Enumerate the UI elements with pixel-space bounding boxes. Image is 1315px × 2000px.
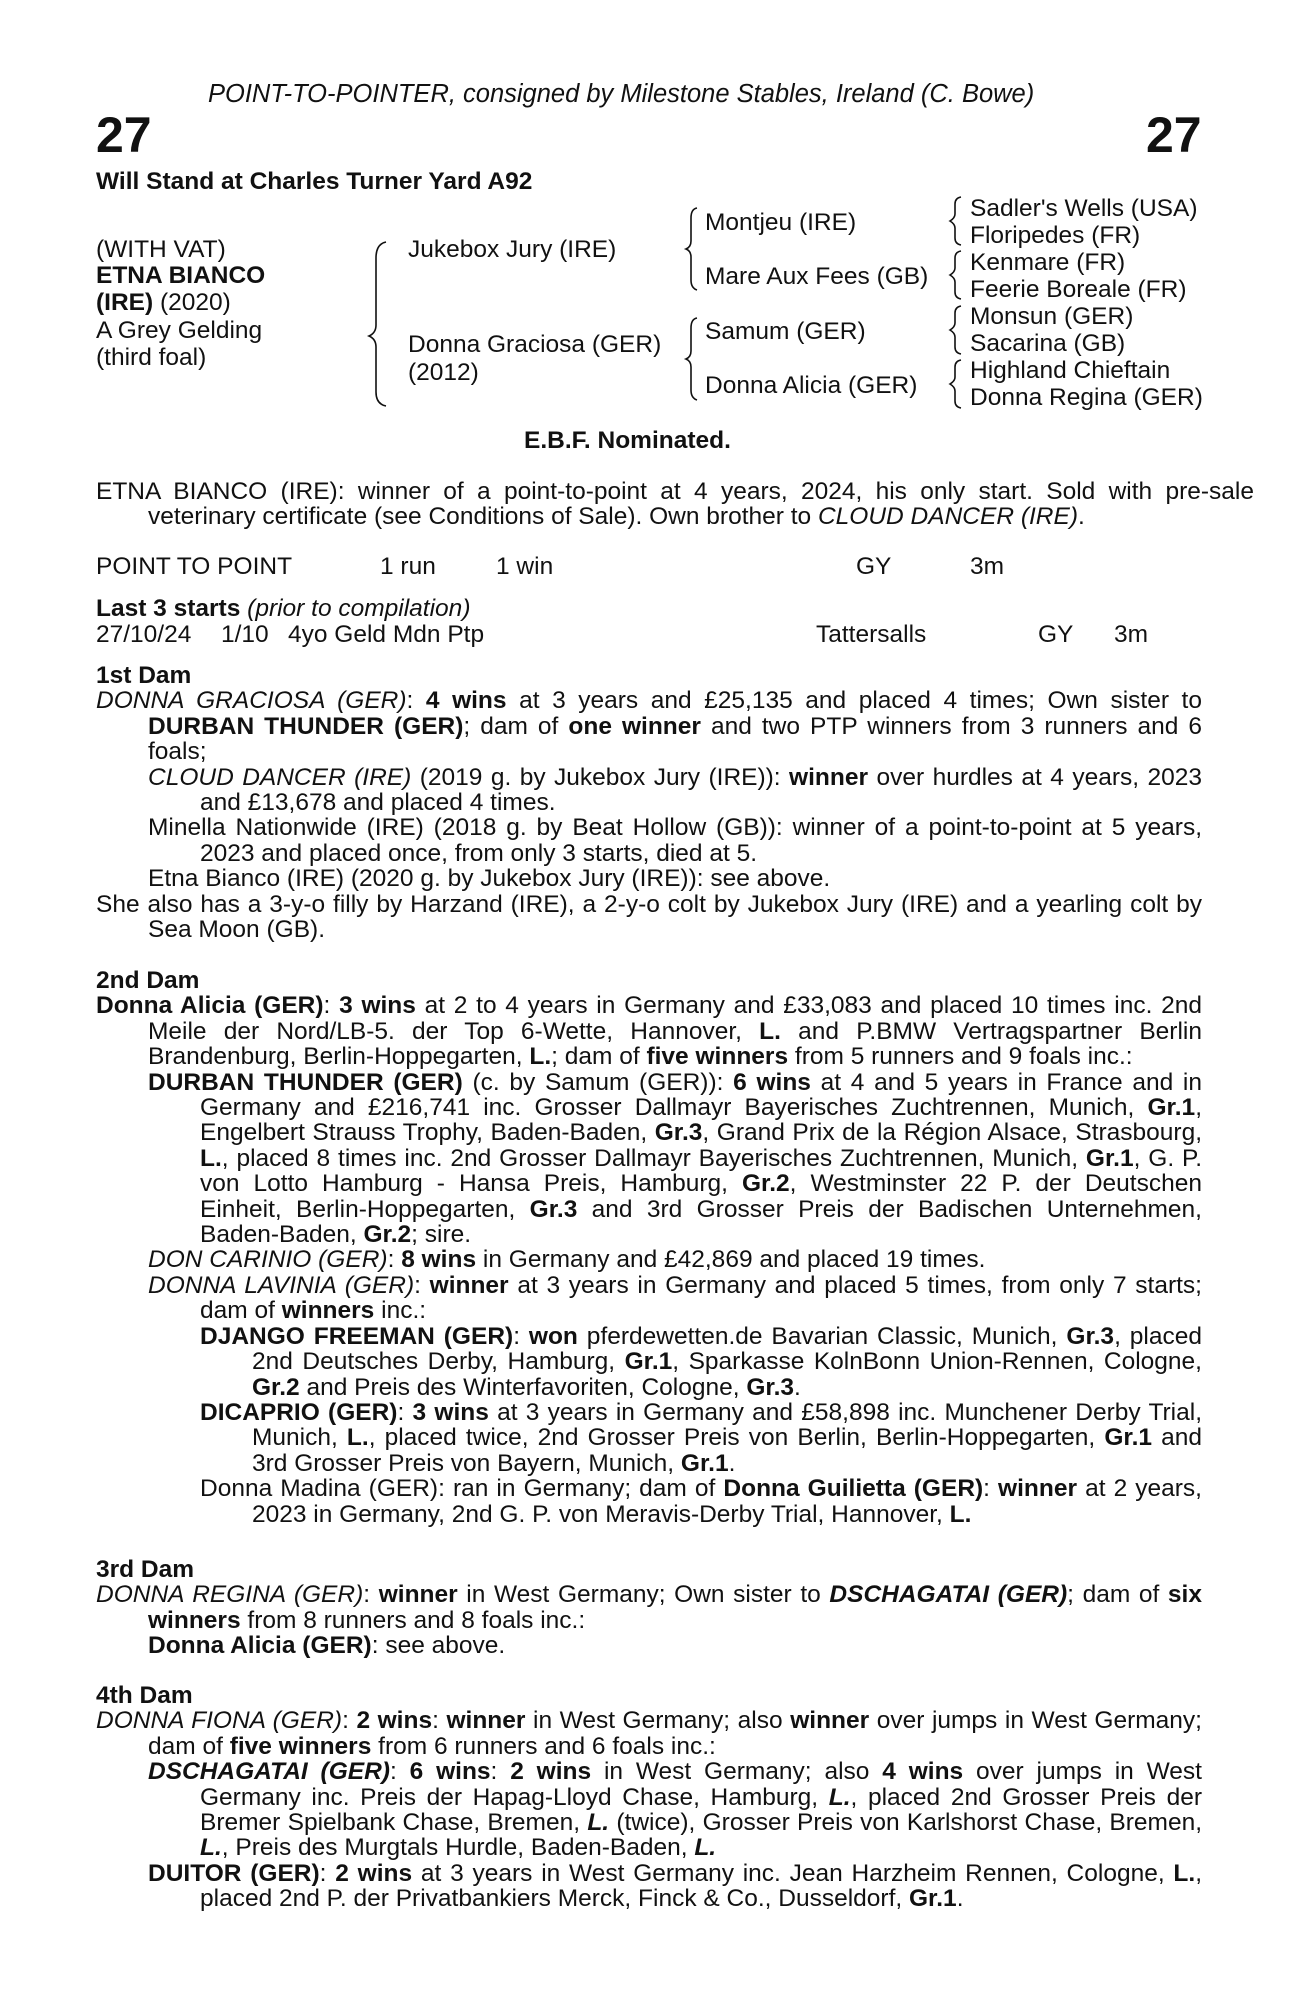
pedigree-ggs-8: Donna Regina (GER) bbox=[970, 384, 1203, 411]
record-label: POINT TO POINT bbox=[96, 553, 293, 580]
ebf-nomination: E.B.F. Nominated. bbox=[524, 427, 731, 454]
first-dam-also: She also has a 3-y-o filly by Harzand (IRE), a 2-y-o colt by Jukebox Jury (IRE) and a yearling colt by Sea Moon (GB). bbox=[96, 890, 1202, 944]
horse-description: A Grey Gelding bbox=[96, 317, 263, 344]
produce-dicaprio: DICAPRIO (GER): 3 wins at 3 years in Germany and £58,898 inc. Munchener Derby Trial, Munich, L., placed twice, 2nd Grosser Preis von Berlin, Berlin-Hoppegarten, Gr.1 and 3rd Grosser Preis von Bayern, Munich, Gr.1. bbox=[200, 1398, 1203, 1477]
first-dam-section bbox=[96, 663, 1202, 942]
last-start-going: GY bbox=[1038, 621, 1074, 648]
vat-note: (WITH VAT) bbox=[96, 236, 226, 263]
second-dam-section bbox=[96, 968, 1202, 1527]
pedigree-dam-year: (2012) bbox=[408, 359, 479, 386]
fourth-dam-heading: 4th Dam bbox=[96, 1682, 193, 1709]
pedigree-ggs-4: Feerie Boreale (FR) bbox=[970, 276, 1187, 303]
consignment-header: POINT-TO-POINTER, consigned by Milestone Stables, Ireland (C. Bowe) bbox=[208, 80, 1035, 108]
pedigree-ggs-6: Sacarina (GB) bbox=[970, 330, 1126, 357]
third-dam-section bbox=[96, 1557, 1202, 1659]
first-dam-entry: DONNA GRACIOSA (GER): 4 wins at 3 years and £25,135 and placed 4 times; Own sister to DURBAN THUNDER (GER); dam of one winner and two PTP winners from 3 runners and 6 foals; bbox=[96, 687, 1202, 766]
produce-duitor: DUITOR (GER): 2 wins at 3 years in West Germany inc. Jean Harzheim Rennen, Cologne, L., placed 2nd P. der Privatbankiers Merck, Finck & Co., Dusseldorf, Gr.1. bbox=[148, 1859, 1203, 1913]
pedigree-dam-dam: Donna Alicia (GER) bbox=[705, 372, 918, 399]
last-start-race: 4yo Geld Mdn Ptp bbox=[288, 621, 485, 648]
pedigree-sire-sire: Montjeu (IRE) bbox=[705, 209, 857, 236]
last-start-position: 1/10 bbox=[221, 621, 269, 648]
pedigree-dam-sire: Samum (GER) bbox=[705, 318, 866, 345]
pedigree-ggs-3: Kenmare (FR) bbox=[970, 249, 1126, 276]
produce-donna-madina: Donna Madina (GER): ran in Germany; dam of Donna Guilietta (GER): winner at 2 years, 2023 in Germany, 2nd G. P. von Meravis-Derby Trial, Hannover, L. bbox=[200, 1475, 1202, 1528]
produce-donna-lavinia: DONNA LAVINIA (GER): winner at 3 years in Germany and placed 5 times, from only 7 starts; dam of winners inc.: bbox=[148, 1271, 1202, 1325]
record-wins: 1 win bbox=[496, 553, 554, 580]
summary-paragraph: ETNA BIANCO (IRE): winner of a point-to-point at 4 years, 2024, his only start. Sold with pre-sale veterinary certificate (see Conditions of Sale). Own brother to CLOUD DANCER (IRE). bbox=[96, 478, 1254, 531]
produce-django-freeman: DJANGO FREEMAN (GER): won pferdewetten.de Bavarian Classic, Munich, Gr.3, placed 2nd Deutsches Derby, Hamburg, Gr.1, Sparkasse KolnBonn Union-Rennen, Cologne, Gr.2 and Preis des Winterfavoriten, Cologne, Gr.3. bbox=[200, 1322, 1202, 1401]
horse-country-year: (IRE) (2020) bbox=[96, 289, 231, 316]
last-start-date: 27/10/24 bbox=[96, 621, 192, 648]
horse-name: ETNA BIANCO bbox=[96, 262, 266, 289]
first-dam-heading: 1st Dam bbox=[96, 662, 192, 689]
horse-foal-note: (third foal) bbox=[96, 344, 207, 371]
last-start-distance: 3m bbox=[1114, 621, 1149, 648]
stand-location: Will Stand at Charles Turner Yard A92 bbox=[96, 168, 533, 195]
record-runs: 1 run bbox=[380, 553, 436, 580]
record-going: GY bbox=[856, 553, 892, 580]
pedigree-dam: Donna Graciosa (GER) bbox=[408, 331, 662, 358]
third-dam-heading: 3rd Dam bbox=[96, 1556, 195, 1583]
first-dam-produce-1: CLOUD DANCER (IRE) (2019 g. by Jukebox Jury (IRE)): winner over hurdles at 4 years, 2023 and £13,678 and placed 4 times. bbox=[148, 763, 1202, 817]
fourth-dam-section bbox=[96, 1683, 1202, 1912]
second-dam-heading: 2nd Dam bbox=[96, 967, 200, 994]
pedigree-ggs-5: Monsun (GER) bbox=[970, 303, 1134, 330]
lot-number-right: 27 bbox=[1146, 107, 1202, 163]
third-dam-produce: Donna Alicia (GER): see above. bbox=[148, 1632, 506, 1660]
third-dam-entry: DONNA REGINA (GER): winner in West Germany; Own sister to DSCHAGATAI (GER); dam of six winners from 8 runners and 8 foals inc.: bbox=[96, 1581, 1202, 1634]
record-distance: 3m bbox=[970, 553, 1005, 580]
last-start-course: Tattersalls bbox=[816, 621, 927, 648]
pedigree-sire: Jukebox Jury (IRE) bbox=[408, 236, 617, 263]
pedigree-sire-dam: Mare Aux Fees (GB) bbox=[705, 263, 929, 290]
second-dam-entry: Donna Alicia (GER): 3 wins at 2 to 4 years in Germany and £33,083 and placed 10 times inc. 2nd Meile der Nord/LB-5. der Top 6-Wette, Hannover, L. and P.BMW Vertragspartner Berlin Brandenburg, Berlin-Hoppegarten, L.; dam of five winners from 5 runners and 9 foals inc.: bbox=[96, 992, 1202, 1071]
produce-don-carinio: DON CARINIO (GER): 8 wins in Germany and £42,869 and placed 19 times. bbox=[148, 1246, 986, 1274]
fourth-dam-entry: DONNA FIONA (GER): 2 wins: winner in West Germany; also winner over jumps in West Germany; dam of five winners from 6 runners and 6 foals inc.: bbox=[96, 1707, 1202, 1760]
first-dam-produce-3: Etna Bianco (IRE) (2020 g. by Jukebox Jury (IRE)): see above. bbox=[148, 865, 831, 893]
produce-durban-thunder: DURBAN THUNDER (GER) (c. by Samum (GER)): 6 wins at 4 and 5 years in France and in Germany and £216,741 inc. Grosser Dallmayr Bayerisches Zuchtrennen, Munich, Gr.1, Engelbert Strauss Trophy, Baden-Baden, Gr.3, Grand Prix de la Région Alsace, Strasbourg, L., placed 8 times inc. 2nd Grosser Dallmayr Bayerisches Zuchtrennen, Munich, Gr.1, G. P. von Lotto Hamburg - Hansa Preis, Hamburg, Gr.2, Westminster 22 P. der Deutschen Einheit, Berlin-Hoppegarten, Gr.3 and 3rd Grosser Preis der Badischen Unternehmen, Baden-Baden, Gr.2; sire. bbox=[148, 1068, 1202, 1249]
last-starts-heading: Last 3 starts (prior to compilation) bbox=[96, 595, 471, 622]
pedigree-ggs-7: Highland Chieftain bbox=[970, 357, 1171, 384]
pedigree-ggs-1: Sadler's Wells (USA) bbox=[970, 195, 1198, 222]
lot-number-left: 27 bbox=[96, 107, 152, 163]
pedigree-ggs-2: Floripedes (FR) bbox=[970, 222, 1141, 249]
first-dam-produce-2: Minella Nationwide (IRE) (2018 g. by Beat Hollow (GB)): winner of a point-to-point at 5 years, 2023 and placed once, from only 3 starts, died at 5. bbox=[148, 814, 1202, 867]
produce-dschagatai: DSCHAGATAI (GER): 6 wins: 2 wins in West Germany; also 4 wins over jumps in West Germany inc. Preis der Hapag-Lloyd Chase, Hamburg, L., placed 2nd Grosser Preis der Bremer Spielbank Chase, Bremen, L. (twice), Grosser Preis von Karlshorst Chase, Bremen, L., Preis des Murgtals Hurdle, Baden-Baden, L. bbox=[148, 1758, 1203, 1862]
